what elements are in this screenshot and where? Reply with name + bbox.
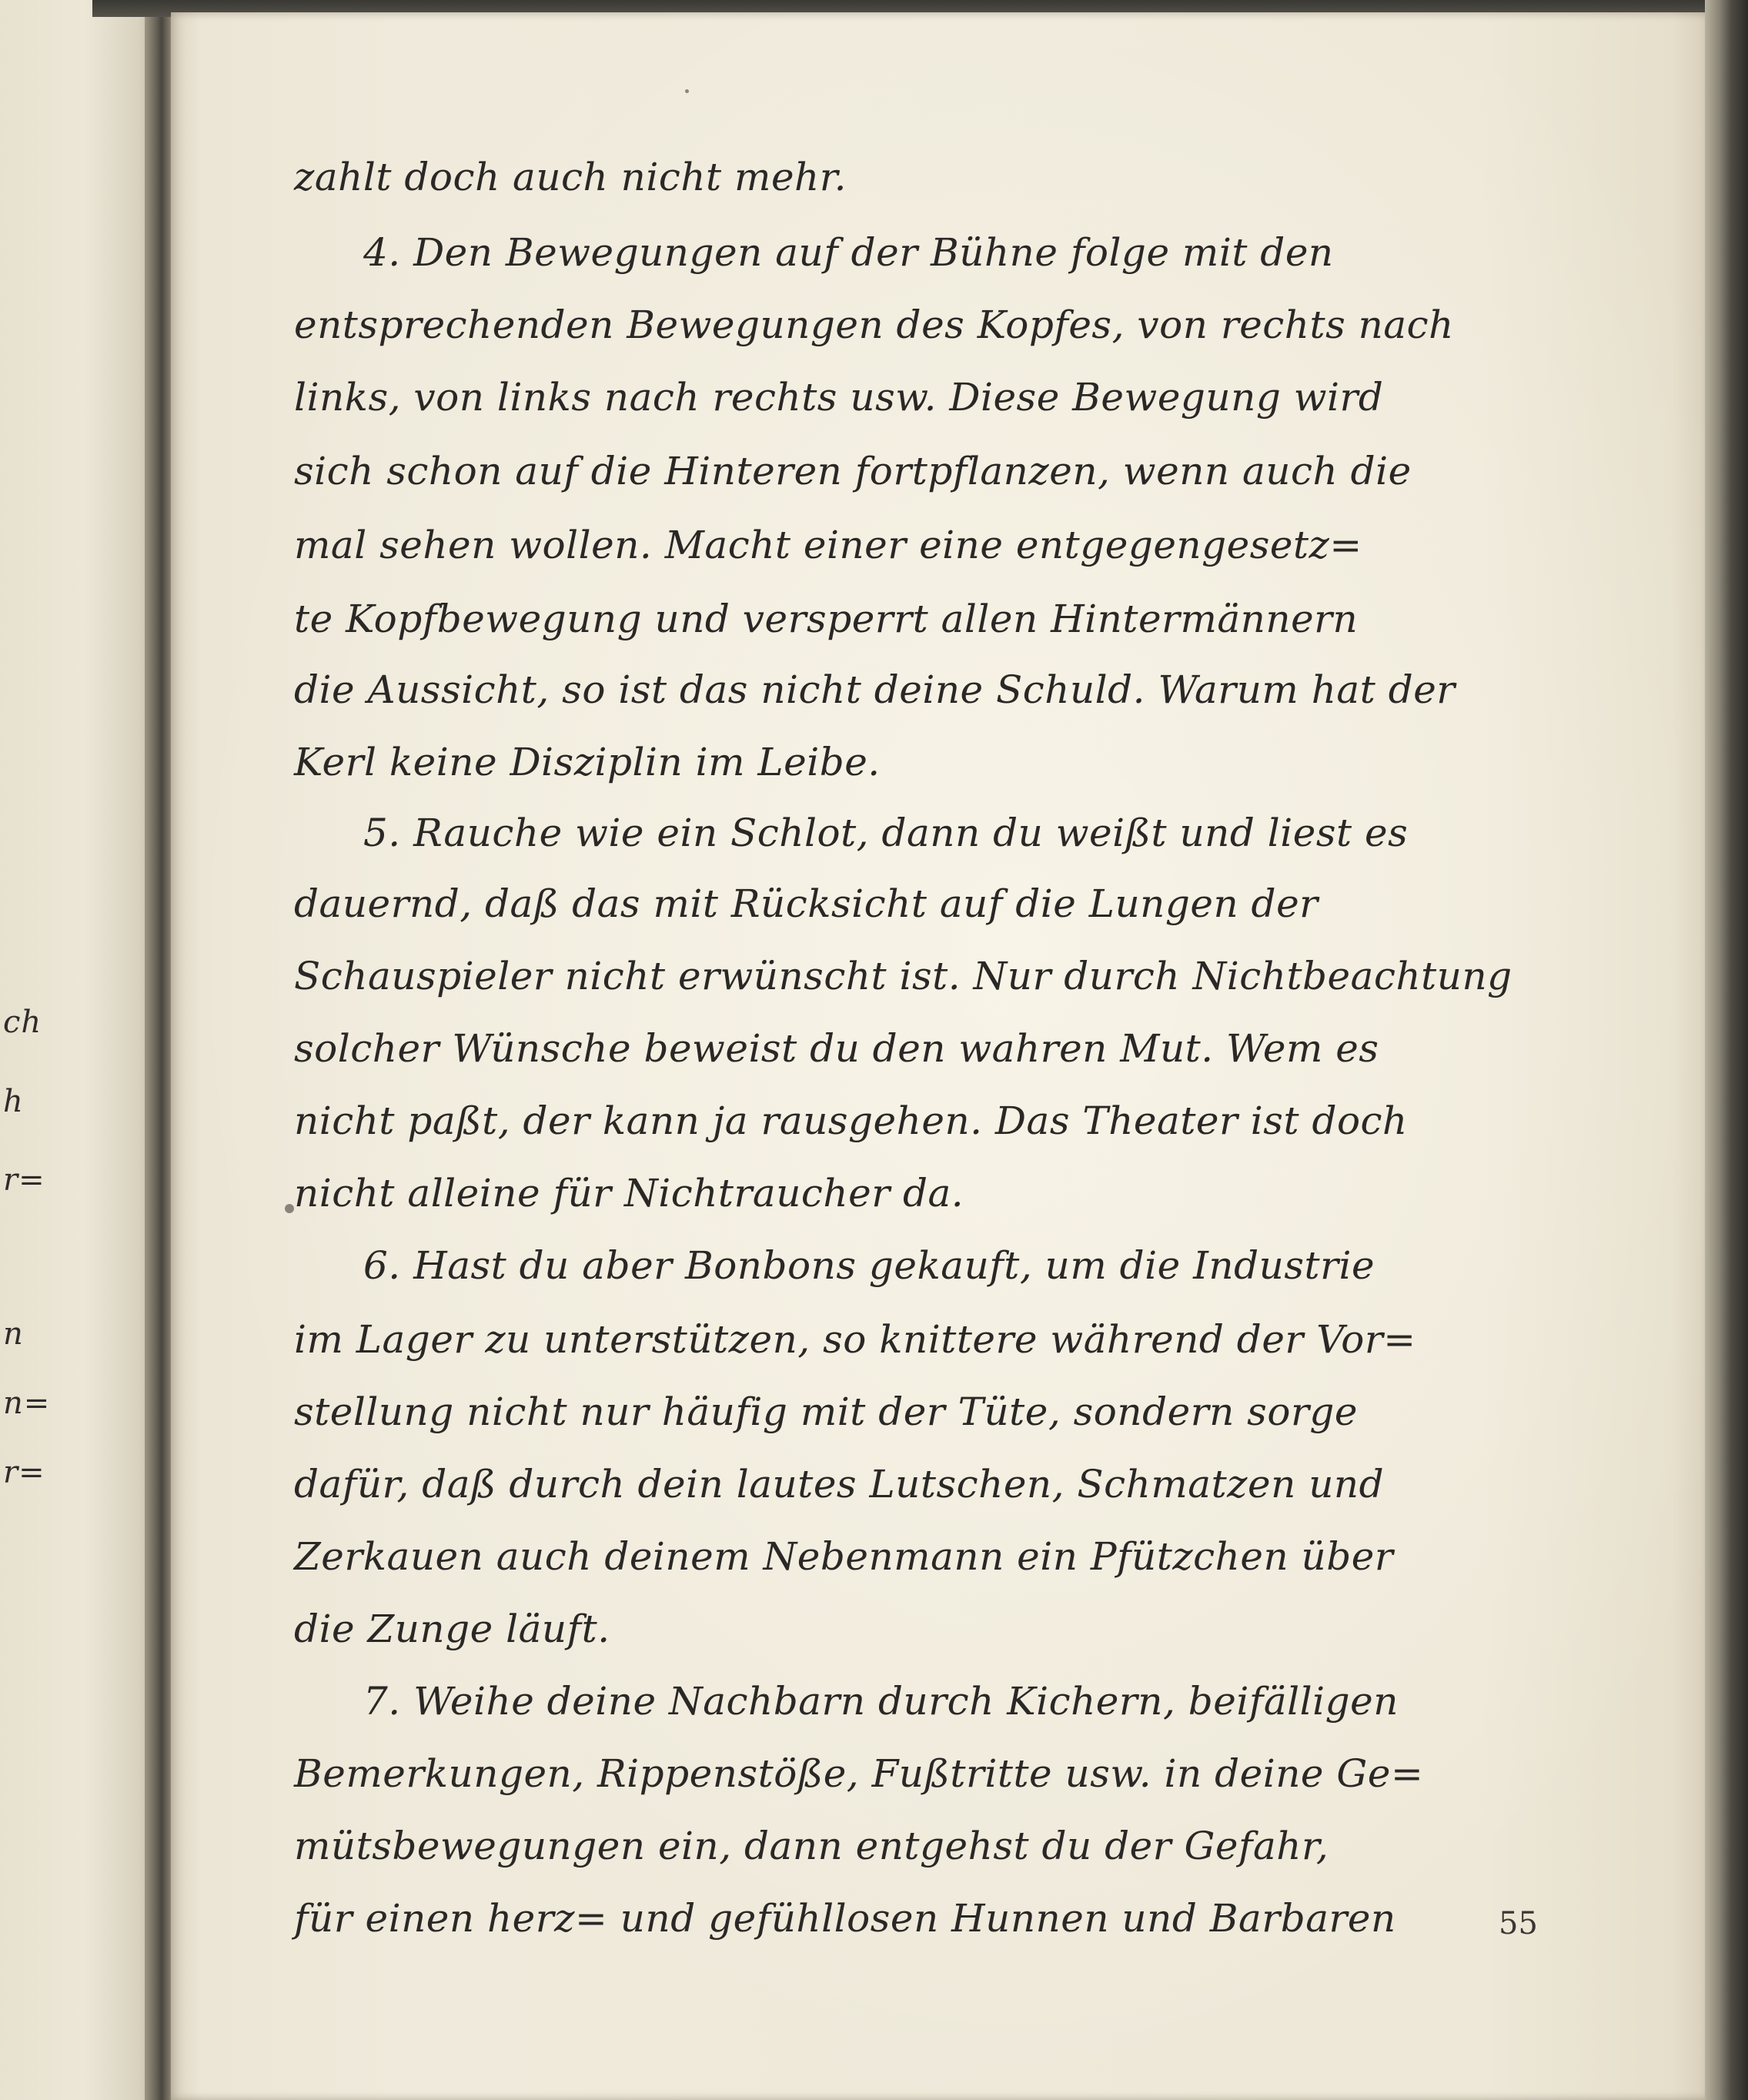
text-line: te Kopfbewegung und versperrt allen Hintermännern: [294, 597, 1359, 641]
text-line: Bemerkungen, Rippenstöße, Fußtritte usw. in deine Ge=: [294, 1751, 1424, 1796]
facing-page-fragment: r=: [3, 1455, 45, 1490]
text-line: für einen herz= und gefühllosen Hunnen und Barbaren: [294, 1896, 1396, 1941]
text-line: links, von links nach rechts usw. Diese Bewegung wird: [294, 375, 1384, 420]
ink-spot: [285, 1204, 294, 1213]
facing-page-fragment: ch: [3, 1005, 42, 1040]
text-line: mütsbewegungen ein, dann entgehst du der Gefahr,: [294, 1824, 1329, 1868]
page-number: 55: [1499, 1906, 1538, 1941]
text-line: dafür, daß durch dein lautes Lutschen, Schmatzen und: [294, 1462, 1385, 1506]
text-line: solcher Wünsche beweist du den wahren Mut. Wem es: [294, 1026, 1379, 1071]
ink-spot: [685, 89, 689, 93]
text-line: entsprechenden Bewegungen des Kopfes, von rechts nach: [294, 303, 1454, 347]
handwritten-text-block: [171, 12, 1710, 2100]
text-line: sich schon auf die Hinteren fortpflanzen, wenn auch die: [294, 449, 1412, 493]
text-line: 4. Den Bewegungen auf der Bühne folge mit den: [363, 230, 1334, 275]
text-line: dauernd, daß das mit Rücksicht auf die Lungen der: [294, 881, 1319, 926]
text-line: stellung nicht nur häufig mit der Tüte, sondern sorge: [294, 1389, 1358, 1434]
facing-page-fragment: r=: [3, 1162, 45, 1198]
book-cover-edge: [1705, 0, 1748, 2100]
text-line: die Aussicht, so ist das nicht deine Schuld. Warum hat der: [294, 667, 1456, 712]
text-line: nicht alleine für Nichtraucher da.: [294, 1171, 964, 1216]
text-line: Schauspieler nicht erwünscht ist. Nur durch Nichtbeachtung: [294, 954, 1512, 998]
text-line: die Zunge läuft.: [294, 1607, 610, 1651]
facing-page-fragment: h: [3, 1084, 24, 1119]
text-line: im Lager zu unterstützen, so knittere während der Vor=: [294, 1317, 1416, 1362]
facing-page-fragment: n=: [3, 1386, 51, 1421]
facing-page-fragment: n: [3, 1316, 24, 1352]
handwritten-page: [171, 12, 1710, 2100]
text-line: mal sehen wollen. Macht einer eine entgegengesetz=: [294, 523, 1362, 567]
facing-page-edge: [0, 0, 158, 2100]
text-line: 7. Weihe deine Nachbarn durch Kichern, beifälligen: [363, 1679, 1399, 1724]
text-line: Zerkauen auch deinem Nebenmann ein Pfützchen über: [294, 1534, 1394, 1579]
text-line: 5. Rauche wie ein Schlot, dann du weißt und liest es: [363, 811, 1409, 855]
text-line: zahlt doch auch nicht mehr.: [294, 155, 847, 199]
text-line: Kerl keine Disziplin im Leibe.: [294, 740, 881, 784]
text-line: nicht paßt, der kann ja rausgehen. Das Theater ist doch: [294, 1098, 1408, 1143]
text-line: 6. Hast du aber Bonbons gekauft, um die Industrie: [363, 1243, 1375, 1288]
